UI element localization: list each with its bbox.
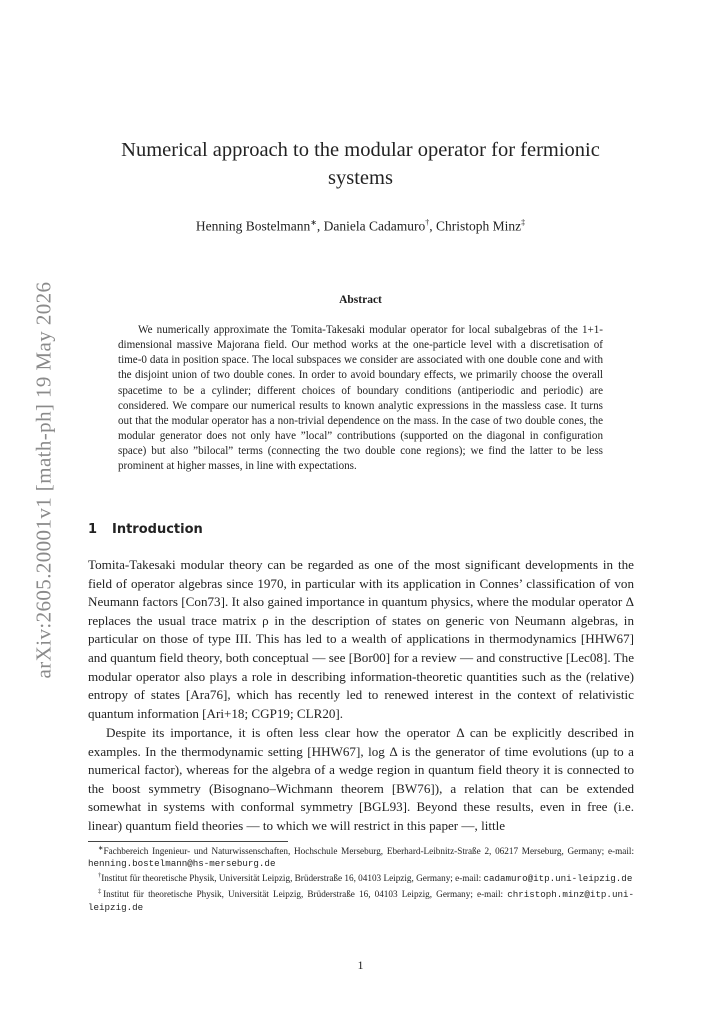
footnote-mark: ∗ xyxy=(310,218,317,227)
author-name: Daniela Cadamuro xyxy=(323,218,426,234)
footnote-mark: † xyxy=(98,872,102,880)
author-list: Henning Bostelmann∗, Daniela Cadamuro†, Christoph Minz‡ xyxy=(195,218,526,234)
footnote-text: Institut für theoretische Physik, Universität Leipzig, Brüderstraße 16, 04103 Leipzig, Germany; e-mail: xyxy=(101,873,484,884)
author-name: Henning Bostelmann xyxy=(195,218,311,234)
footnote-mark: † xyxy=(425,218,430,227)
footnotes xyxy=(88,843,634,914)
paper-title: Numerical approach to the modular operator for fermionic systems xyxy=(121,139,600,189)
footnote xyxy=(88,870,634,885)
footnote xyxy=(88,843,634,870)
footnote xyxy=(88,886,634,914)
footnote-divider xyxy=(88,841,288,842)
page-number: 1 xyxy=(357,958,364,972)
body-paragraph: Despite its importance, it is often less clear how the operator Δ can be explicitly described in examples. In the thermodynamic setting [HHW67], log Δ is the generator of time evolutions (up to a numerical factor), whereas for the algebra of a wedge region in quantum field theory it is connected to the boost symmetry (Bisognano–Wichmann theorem [BW76]), a relation that can be extended somewhat in systems with conformal symmetry [BGL93]. Beyond these results, even in free (i.e. linear) quantum field theories — to which we will restrict in this paper —, little xyxy=(88,725,634,833)
author-name: Christoph Minz xyxy=(436,218,522,234)
email-address: christoph.minz@itp.uni-leipzig.de xyxy=(88,888,634,913)
arxiv-identifier-stamp: arXiv:2605.20001v1 [math-ph] 19 May 2026 xyxy=(31,281,56,679)
email-address: henning.bostelmann@hs-merseburg.de xyxy=(88,858,276,870)
abstract-text: We numerically approximate the Tomita-Takesaki modular operator for local subalgebras of the 1+1-dimensional massive Majorana field. Our method works at the one-particle level with a discretisation of time-0 data in position space. The local subspaces we consider are associated with one double cone and with the disjoint union of two double cones. In order to avoid boundary effects, we primarily choose the overall spacetime to be a cylinder; different choices of boundary conditions (antiperiodic and periodic) are considered. We compare our numerical results to known analytic expressions in the massless case. It turns out that the modular operator has a non-trivial dependence on the mass. In the case of two double cones, the modular generator does not only have ”local” contributions (supported on the diagonal in configuration space) but also ”bilocal” terms (connecting the two double cone regions); we find the latter to be less prominent at higher masses, in line with expectations. xyxy=(118,324,603,473)
section-heading xyxy=(88,522,203,537)
section-number: 1 xyxy=(88,522,98,537)
footnote-text: Institut für theoretische Physik, Universität Leipzig, Brüderstraße 16, 04103 Leipzig, Germany; e-mail: xyxy=(103,888,508,899)
email-address: cadamuro@itp.uni-leipzig.de xyxy=(483,873,633,885)
footnote-mark: ∗ xyxy=(98,845,104,852)
abstract-heading: Abstract xyxy=(339,294,382,306)
footnote-mark: ‡ xyxy=(98,887,104,895)
footnote-text: Fachbereich Ingenieur- und Naturwissenschaften, Hochschule Merseburg, Eberhard-Leibnitz-Straße 2, 06217 Merseburg, Germany; e-mail: xyxy=(103,846,634,857)
footnote-mark: ‡ xyxy=(521,218,526,227)
body-paragraph: Tomita-Takesaki modular theory can be regarded as one of the most significant developments in the field of operator algebras since 1970, in particular with its application in Connes’ classification of von Neumann factors [Con73]. It also gained importance in quantum physics, where the modular operator Δ replaces the usual trace matrix ρ in the description of states on generic von Neumann algebras, in particular on those of type III. This has led to a wealth of applications in thermodynamics [HHW67] and quantum field theory, both conceptual — see [Bor00] for a review — and constructive [Lec08]. The modular operator also plays a role in describing information-theoretic quantities such as the (relative) entropy of states [Ara76], which has recently led to renewed interest in the context of relativistic quantum information [Ari+18; CGP19; CLR20]. xyxy=(88,557,634,721)
section-title: Introduction xyxy=(112,522,203,537)
